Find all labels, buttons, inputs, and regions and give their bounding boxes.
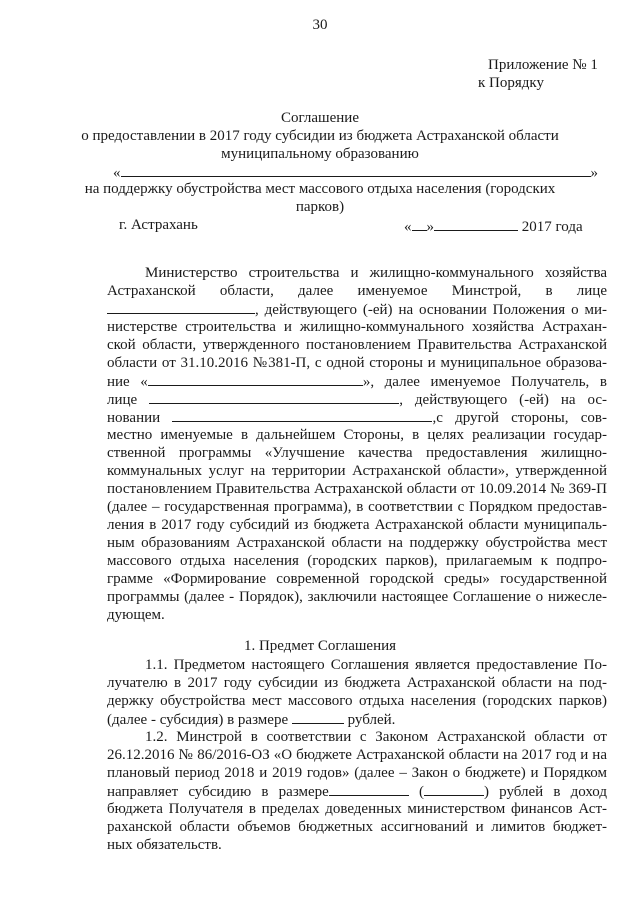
representative-blank — [107, 300, 255, 314]
municipality-name-blank — [148, 372, 363, 386]
preamble-line: (далее – государственная программа), в соответствии с Порядком предостав- — [107, 499, 607, 515]
date-day-blank — [412, 217, 427, 231]
subsidy-amount-words-blank — [424, 782, 484, 796]
title-line-5: парков) — [295, 199, 345, 215]
clause-1-2-line: плановый период 2018 и 2019 годов» (далее – Закон о бюджете) и Порядком — [107, 765, 607, 781]
preamble-line: лице , действующего (-ей) на ос- — [107, 392, 607, 408]
date-line: « » 2017 года — [404, 219, 583, 235]
quote-close: » — [590, 165, 598, 181]
preamble-line: ным образованиям Астраханской области на поддержку обустройства мест — [107, 535, 607, 551]
municipality-blank — [121, 163, 591, 177]
preamble-line: программы (далее - Порядок), заключили настоящее Соглашение о нижесле- — [107, 589, 607, 605]
preamble-line: постановлением Правительства Астраханской области от 10.09.2014 № 369-П — [107, 481, 607, 497]
quote-open: « — [113, 165, 121, 181]
clause-1-1-line: 1.1. Предметом настоящего Соглашения является предоставление По- — [145, 657, 607, 673]
clause-1-1-line: держку обустройства мест массового отдыха населения (городских парков) — [107, 693, 607, 709]
preamble-line: новании ,с другой стороны, сов- — [107, 410, 607, 426]
date-year: 2017 года — [521, 219, 583, 235]
preamble-line: коммунальных услуг на территории Астраханской области», утвержденной — [107, 463, 607, 479]
title-line-2: о предоставлении в 2017 году субсидии из бюджета Астраханской области — [81, 128, 559, 144]
preamble-line: грамме «Формирование современной городской среды» государственной — [107, 571, 607, 587]
preamble-line: ственной программы «Улучшение качества предоставления жилищно- — [107, 445, 607, 461]
clause-1-2-line: 1.2. Минстрой в соответствии с Законом Астраханской области от — [145, 729, 607, 745]
clause-1-2-line: 26.12.2016 № 86/2016-ОЗ «О бюджете Астраханской области на 2017 год и на — [107, 747, 607, 763]
title-line-1: Соглашение — [281, 110, 359, 126]
section-1-heading: 1. Предмет Соглашения — [243, 638, 397, 654]
subsidy-amount-blank — [292, 710, 344, 724]
page-number: 30 — [312, 17, 328, 33]
preamble-line: дующем. — [107, 607, 165, 623]
subsidy-amount-digits-blank — [329, 782, 409, 796]
clause-1-1-line: (далее - субсидия) в размере рублей. — [107, 712, 396, 728]
preamble-line: местно именуемые в дальнейшем Стороны, в целях реализации государ- — [107, 427, 607, 443]
preamble-line: ние « », далее именуемое Получатель, в — [107, 374, 607, 390]
recipient-representative-blank — [149, 390, 399, 404]
preamble-line: ления в 2017 году субсидий из бюджета Астраханской области муниципаль- — [107, 517, 607, 533]
clause-1-2-line: ных обязательств. — [107, 837, 222, 853]
clause-1-2-line: направляет субсидию в размере ( ) рублей в доход — [107, 784, 607, 800]
appendix-line-1: Приложение № 1 — [488, 57, 598, 73]
preamble-line: Министерство строительства и жилищно-коммунального хозяйства — [145, 265, 607, 281]
title-line-4: на поддержку обустройства мест массового отдыха населения (городских — [84, 181, 556, 197]
preamble-line: Астраханской области, далее именуемое Минстрой, в лице — [107, 283, 607, 299]
clause-1-2-line: бюджета Получателя в пределах доведенных министерством финансов Аст- — [107, 801, 607, 817]
title-line-3: муниципальному образованию — [221, 146, 419, 162]
clause-1-2-line: раханской области объемов бюджетных ассигнований и лимитов бюджет- — [107, 819, 607, 835]
preamble-line: области от 31.10.2016 №381-П, с одной стороны и муниципальное образова- — [107, 355, 607, 371]
appendix-line-2: к Порядку — [478, 75, 544, 91]
basis-blank — [172, 408, 432, 422]
preamble-line: нистерстве строительства и жилищно-коммунального хозяйства Астрахан- — [107, 319, 607, 335]
clause-1-1-line: лучателю в 2017 году субсидии из бюджета Астраханской области на под- — [107, 675, 607, 691]
preamble-line: ской области, утвержденного постановлением Правительства Астраханской — [107, 337, 607, 353]
municipality-blank-line — [113, 163, 598, 182]
preamble-line: массового отдыха населения (городских парков), прилагаемым к подпро- — [107, 553, 607, 569]
place: г. Астрахань — [119, 217, 198, 233]
date-month-blank — [434, 217, 518, 231]
preamble-line: , действующего (-ей) на основании Положения о ми- — [107, 300, 607, 319]
